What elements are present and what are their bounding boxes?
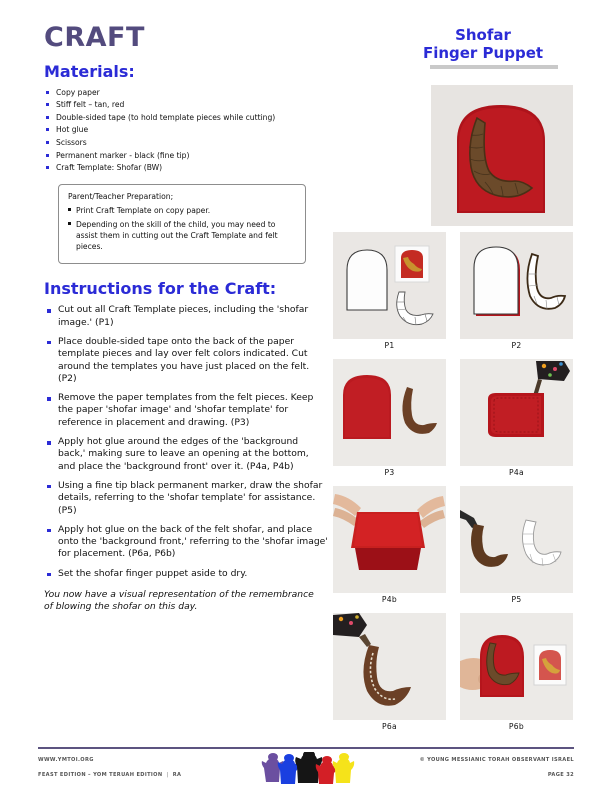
- photo-p2: [460, 232, 573, 339]
- list-item: Using a fine tip black permanent marker, draw the shofar details, referring to the 'shofar template' for assistance. (P5): [44, 480, 328, 517]
- hero-photo-finished-puppet: [431, 85, 573, 226]
- materials-list: [44, 87, 328, 174]
- list-item: Remove the paper templates from the felt pieces. Keep the paper 'shofar image' and 'shofar template' for reference in placement and drawing. (P3): [44, 392, 328, 429]
- organization-logo: [260, 752, 356, 786]
- preparation-title: Parent/Teacher Preparation;: [68, 191, 174, 201]
- list-item: Place double-sided tape onto the back of the paper template pieces and lay over felt colors indicated. Cut around the templates you have just placed on the felt. (P2): [44, 336, 328, 385]
- photo-cell-p5: [460, 486, 573, 608]
- photo-cell-p1: [333, 232, 446, 354]
- footer-divider: [38, 747, 574, 749]
- list-item: Copy paper: [44, 87, 328, 99]
- photo-label: P6b: [508, 722, 525, 731]
- page-title: CRAFT: [44, 22, 145, 53]
- list-item: Cut out all Craft Template pieces, including the 'shofar image.' (P1): [44, 304, 328, 329]
- instructions-list: [44, 304, 328, 580]
- footer-website[interactable]: WWW.YMTOI.ORG: [38, 757, 94, 763]
- photo-p4b-illustration: [333, 486, 446, 593]
- project-title: [333, 26, 573, 62]
- photo-cell-p4b: [333, 486, 446, 608]
- photo-p6b-illustration: [460, 613, 573, 720]
- materials-heading: Materials:: [44, 62, 135, 81]
- photo-label: P5: [511, 595, 522, 604]
- photo-row: [333, 359, 573, 481]
- photo-p5-illustration: [460, 486, 573, 593]
- page-footer: [38, 754, 574, 788]
- photo-row: [333, 613, 573, 735]
- project-title-line1: Shofar: [455, 26, 511, 44]
- hero-photo-illustration: [431, 85, 573, 226]
- photo-label: P1: [384, 341, 395, 350]
- closing-note: You now have a visual representation of the remembrance of blowing the shofar on this day.: [44, 588, 314, 613]
- photo-label: P4b: [381, 595, 398, 604]
- list-item: Set the shofar finger puppet aside to dry.: [44, 568, 328, 580]
- left-content-column: [44, 24, 328, 614]
- photo-p6b: [460, 613, 573, 720]
- photo-cell-p2: [460, 232, 573, 354]
- list-item: Print Craft Template on copy paper.: [68, 205, 296, 216]
- title-underline-bar: [430, 65, 558, 69]
- list-item: Apply hot glue on the back of the felt shofar, and place onto the 'background front,' referring to the 'shofar image' for placement. (P6a, P6b): [44, 524, 328, 561]
- footer-edition-line: [38, 769, 181, 781]
- footer-edition: FEAST EDITION – YOM TERUAH EDITION: [38, 772, 163, 778]
- list-item: Scissors: [44, 137, 328, 149]
- photo-label: P4a: [509, 468, 524, 477]
- list-item: Craft Template: Shofar (BW): [44, 162, 328, 174]
- footer-copyright: © YOUNG MESSIANIC TORAH OBSERVANT ISRAEL: [419, 757, 574, 763]
- list-item: Hot glue: [44, 124, 328, 136]
- photo-p5: [460, 486, 573, 593]
- footer-left-block: [38, 754, 181, 781]
- instructions-heading: Instructions for the Craft:: [44, 278, 277, 298]
- photo-p4a-illustration: [460, 359, 573, 466]
- photo-p1-illustration: [333, 232, 446, 339]
- photo-p3-illustration: [333, 359, 446, 466]
- list-item: Permanent marker - black (fine tip): [44, 150, 328, 162]
- photo-cell-p6a: [333, 613, 446, 735]
- photo-grid: [333, 232, 573, 740]
- preparation-list: [68, 205, 296, 252]
- photo-p6a: [333, 613, 446, 720]
- footer-separator: |: [166, 772, 169, 778]
- project-title-line2: Finger Puppet: [422, 44, 544, 62]
- photo-cell-p6b: [460, 613, 573, 735]
- right-media-column: [333, 26, 573, 731]
- photo-cell-p4a: [460, 359, 573, 481]
- footer-right-block: [420, 754, 574, 781]
- footer-page-number: PAGE 32: [547, 772, 574, 778]
- footer-edition-suffix: RA: [172, 772, 182, 778]
- list-item: Depending on the skill of the child, you may need to assist them in cutting out the Craft Template and felt pieces.: [68, 219, 296, 252]
- list-item: Apply hot glue around the edges of the 'background back,' making sure to leave an opening at the bottom, and place the 'background front' over it. (P4a, P4b): [44, 436, 328, 473]
- photo-cell-p3: [333, 359, 446, 481]
- photo-row: [333, 486, 573, 608]
- logo-figures-icon: [260, 752, 356, 786]
- photo-label: P3: [384, 468, 395, 477]
- photo-p4a: [460, 359, 573, 466]
- list-item: Stiff felt – tan, red: [44, 99, 328, 111]
- parent-teacher-preparation-box: [58, 184, 306, 264]
- photo-label: P6a: [382, 722, 397, 731]
- list-item: Double-sided tape (to hold template pieces while cutting): [44, 112, 328, 124]
- photo-p1: [333, 232, 446, 339]
- photo-row: [333, 232, 573, 354]
- photo-p4b: [333, 486, 446, 593]
- photo-p2-illustration: [460, 232, 573, 339]
- photo-p6a-illustration: [333, 613, 446, 720]
- photo-label: P2: [511, 341, 522, 350]
- photo-p3: [333, 359, 446, 466]
